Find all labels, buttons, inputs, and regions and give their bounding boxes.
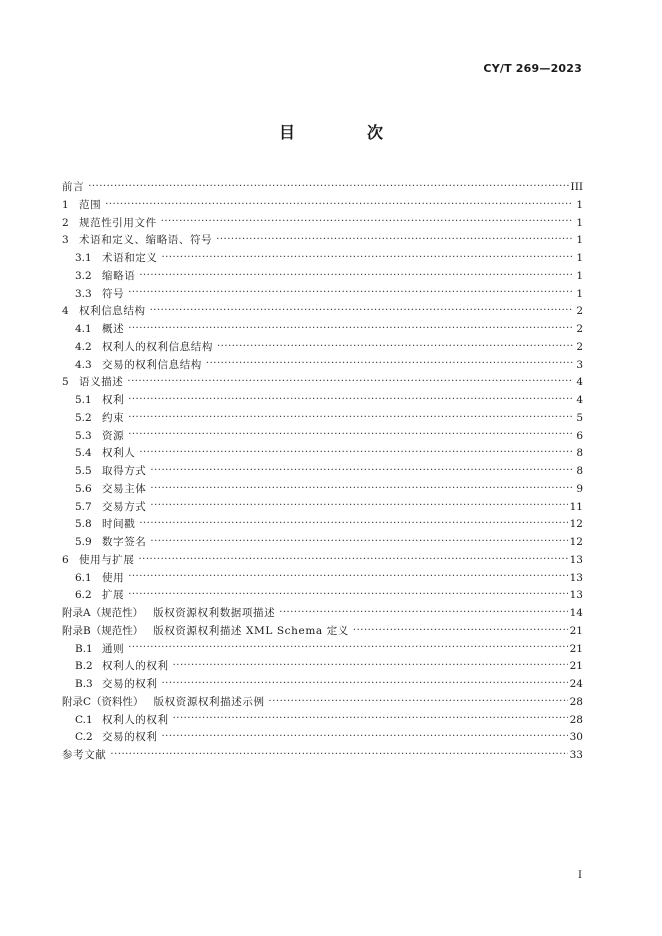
toc-entry[interactable] [62,587,583,605]
toc-entry[interactable] [62,534,583,552]
toc-entry-page: 4 [576,376,583,389]
toc-entry[interactable] [62,268,583,286]
toc-entry[interactable] [62,676,583,694]
toc-entry-page: 21 [569,624,583,637]
toc-entry-page: 2 [576,323,583,335]
toc-entry[interactable] [62,623,583,641]
dot-leader [150,501,567,513]
toc-entry-page: 24 [569,678,583,690]
dot-leader [139,555,568,567]
toc-entry[interactable] [62,321,583,339]
dot-leader [161,217,573,229]
toc-entry-page: 8 [576,465,583,477]
dot-leader [353,626,568,638]
toc-entry[interactable] [62,481,583,499]
toc-entry[interactable] [62,712,583,730]
dot-leader [139,448,573,460]
toc-entry-page: 2 [576,340,583,353]
dot-leader [150,537,567,549]
toc-entry[interactable] [62,641,583,659]
toc-entry-title: 扩展 [102,589,125,602]
toc-entry-title: 版权资源权利描述 XML Schema 定义 [153,624,349,637]
toc-entry-page: 21 [569,642,583,655]
toc-entry-title: 前言 [62,181,85,193]
dot-leader [128,572,567,584]
toc-entry-number: 5.3 [75,429,92,442]
dot-leader [162,679,568,691]
toc-entry-title: 约束 [102,411,125,424]
toc-entry-page: 9 [576,482,583,495]
dot-leader [128,430,573,442]
toc-entry-title: 交易主体 [102,482,147,495]
toc-entry-title: 权利人的权利信息结构 [102,340,213,353]
dot-leader [88,182,568,194]
toc-entry-number: 5.9 [75,536,92,548]
toc-entry[interactable] [62,694,583,712]
toc-entry-page: 30 [569,731,583,744]
toc-entry-title: 资源 [102,429,125,442]
toc-entry-page: 4 [576,394,583,406]
toc-entry[interactable] [62,570,583,588]
toc-entry-number: 3.1 [75,252,92,264]
toc-entry-page: 1 [576,269,583,282]
toc-entry[interactable] [62,729,583,747]
toc-entry-page: 11 [569,500,583,513]
toc-entry-number: 6 [62,553,69,566]
toc-entry-page: 13 [569,553,583,566]
toc-entry-number: 3 [62,234,69,247]
toc-entry-page: 5 [576,411,583,424]
dot-leader [128,413,573,425]
toc-entry-page: 2 [576,305,583,318]
toc-entry-page: 1 [576,198,583,211]
dot-leader [162,732,568,744]
toc-entry-title: 权利 [102,394,125,406]
toc-entry[interactable] [62,303,583,321]
toc-entry[interactable] [62,605,583,623]
toc-entry[interactable] [62,286,583,304]
toc-entry-number: C.2 [75,731,93,744]
toc-entry-title: 语义描述 [79,376,124,389]
toc-entry-page: 12 [569,536,583,548]
toc-entry-number: 5.6 [75,482,92,495]
toc-entry-title: 通则 [102,642,125,655]
toc-entry-title: 时间戳 [102,518,136,531]
toc-entry[interactable] [62,179,583,197]
dot-leader [150,466,573,478]
toc-entry-number: 4.3 [75,358,92,371]
dot-leader [162,253,574,265]
toc-entry-page: 13 [569,571,583,584]
toc-entry-number: 5.2 [75,411,92,424]
toc-entry-page: 1 [576,287,583,300]
toc-entry-title: 术语和定义、缩略语、符号 [79,234,213,247]
toc-entry-title: 规范性引用文件 [79,216,157,229]
toc-entry[interactable] [62,215,583,233]
toc-entry-number: B.1 [75,642,93,655]
toc-entry-title: 符号 [102,287,125,300]
toc-entry-page: 3 [576,358,583,371]
toc-entry-number: 4 [62,305,69,318]
toc-entry[interactable] [62,339,583,357]
toc-entry-title: 取得方式 [102,465,147,477]
dot-leader [127,377,573,389]
dot-leader [269,697,568,709]
toc-entry-title: 术语和定义 [102,252,158,264]
toc-entry-number: 6.1 [75,571,92,584]
dot-leader [173,714,568,726]
toc-entry-page: 33 [569,749,583,761]
toc-entry-number: B.2 [75,660,93,673]
toc-entry[interactable] [62,552,583,570]
dot-leader [206,359,573,371]
dot-leader [150,484,573,496]
toc-entry-number: 2 [62,216,69,229]
toc-entry[interactable] [62,428,583,446]
dot-leader [173,661,568,673]
table-of-contents [62,179,583,765]
toc-entry-title: 权利信息结构 [79,305,146,318]
dot-leader [128,324,573,336]
toc-entry-page: 13 [569,589,583,602]
toc-entry-title: 范围 [79,198,102,211]
toc-entry-number: 3.2 [75,269,92,282]
toc-entry-number: 1 [62,198,69,211]
toc-entry-title: 数字签名 [102,536,147,548]
toc-entry-page: 1 [576,252,583,264]
toc-entry-number: B.3 [75,678,93,690]
toc-entry[interactable] [62,499,583,517]
toc-entry-title: 参考文献 [62,749,107,761]
toc-entry-number: C.1 [75,713,93,726]
toc-entry-page: 21 [569,660,583,673]
dot-leader [128,590,567,602]
toc-entry-title: 使用 [102,571,125,584]
toc-entry[interactable] [62,516,583,534]
toc-entry-number: 6.2 [75,589,92,602]
toc-entry[interactable] [62,374,583,392]
page-title: 目 次 [278,123,411,142]
toc-entry-number: 5.1 [75,394,92,406]
toc-entry-title: 使用与扩展 [79,553,135,566]
toc-entry-title: 缩略语 [102,269,136,282]
dot-leader [128,643,567,655]
dot-leader [139,519,567,531]
dot-leader [128,395,573,407]
toc-entry-title: 交易的权利 [102,731,158,744]
toc-entry[interactable] [62,445,583,463]
toc-entry-title: 版权资源权利数据项描述 [153,607,276,619]
dot-leader [139,271,573,283]
dot-leader [110,750,567,762]
toc-entry[interactable] [62,463,583,481]
page-number: I [578,870,582,881]
toc-entry-number: 4.2 [75,340,92,353]
dot-leader [105,200,573,212]
toc-entry[interactable] [62,197,583,215]
toc-entry-number: 5.5 [75,465,92,477]
dot-leader [217,342,573,354]
toc-entry[interactable] [62,747,583,765]
toc-entry-title: 交易的权利信息结构 [102,358,202,371]
dot-leader [128,288,573,300]
toc-entry-title: 权利人 [102,447,136,460]
toc-entry-page: 8 [576,447,583,460]
toc-entry-number: 附录C（资料性） [62,695,144,708]
toc-entry[interactable] [62,232,583,250]
toc-entry-number: 附录B（规范性） [62,624,144,637]
toc-entry-title: 交易方式 [102,500,147,513]
toc-entry-page: 28 [569,695,583,708]
toc-entry-page: 1 [576,234,583,247]
toc-entry-number: 5.8 [75,518,92,531]
toc-entry-number: 3.3 [75,287,92,300]
toc-entry-page: 28 [569,713,583,726]
toc-entry-number: 附录A（规范性） [62,607,144,619]
toc-entry-title: 版权资源权利描述示例 [153,695,265,708]
toc-entry-number: 5.7 [75,500,92,513]
toc-entry[interactable] [62,392,583,410]
toc-entry[interactable] [62,658,583,676]
toc-entry-title: 概述 [102,323,125,335]
toc-entry[interactable] [62,410,583,428]
toc-entry-title: 权利人的权利 [102,660,169,673]
dot-leader [150,306,573,318]
toc-entry-number: 4.1 [75,323,92,335]
toc-entry[interactable] [62,357,583,375]
toc-entry-number: 5.4 [75,447,92,460]
toc-entry-page: 1 [576,216,583,229]
toc-entry-title: 权利人的权利 [102,713,169,726]
toc-entry-title: 交易的权利 [102,678,158,690]
toc-entry-page: 12 [569,518,583,531]
toc-entry-page: 14 [569,607,583,619]
dot-leader [216,235,573,247]
standard-code: CY/T 269—2023 [483,62,582,75]
toc-entry-page: 6 [576,429,583,442]
toc-entry[interactable] [62,250,583,268]
toc-entry-page: III [570,181,583,193]
toc-entry-number: 5 [62,376,69,389]
dot-leader [279,608,567,620]
